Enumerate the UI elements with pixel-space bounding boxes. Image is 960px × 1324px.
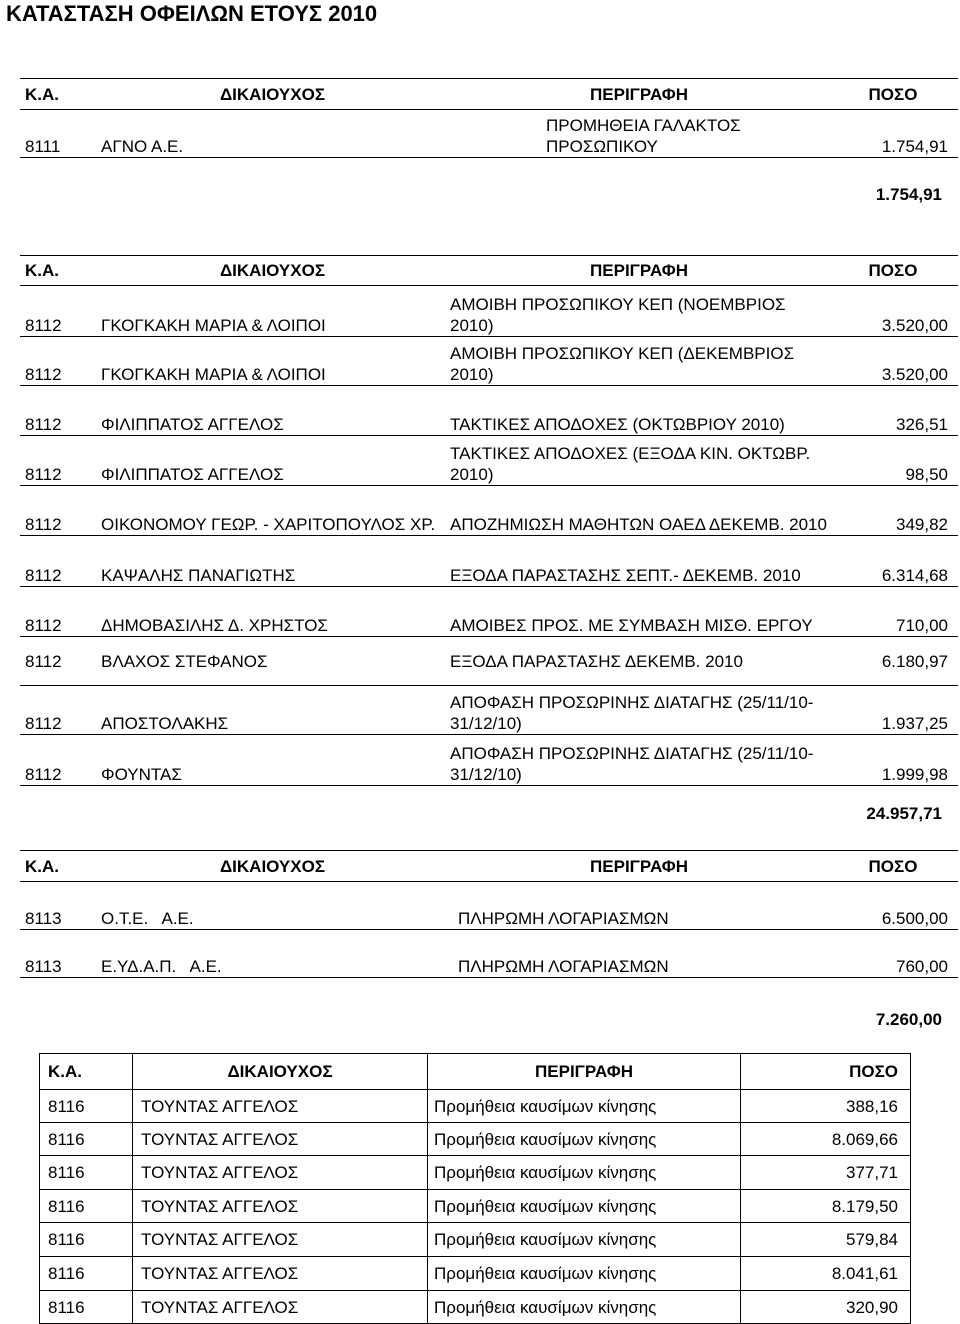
cell-perigrafi: ΑΜΟΙΒΗ ΠΡΟΣΩΠΙΚΟΥ ΚΕΠ (ΝΟΕΜΒΡΙΟΣ 2010) bbox=[450, 286, 828, 337]
cell-dikaiouxos: ΤΟΥΝΤΑΣ ΑΓΓΕΛΟΣ bbox=[133, 1223, 428, 1257]
cell-ka: 8112 bbox=[20, 735, 95, 786]
cell-poso: 710,00 bbox=[828, 587, 958, 637]
table-row bbox=[20, 686, 958, 735]
table-8113 bbox=[20, 850, 958, 978]
header-dikaiouxos: ΔΙΚΑΙΟΥΧΟΣ bbox=[95, 256, 450, 286]
cell-perigrafi: Προμήθεια καυσίμων κίνησης bbox=[428, 1090, 741, 1123]
table-row bbox=[20, 486, 958, 536]
table-row bbox=[20, 587, 958, 637]
cell-dikaiouxos: ΦΙΛΙΠΠΑΤΟΣ ΑΓΓΕΛΟΣ bbox=[95, 436, 450, 486]
cell-perigrafi: Προμήθεια καυσίμων κίνησης bbox=[428, 1190, 741, 1223]
table-row bbox=[40, 1223, 911, 1257]
table-row bbox=[20, 110, 958, 158]
cell-poso: 3.520,00 bbox=[828, 286, 958, 337]
header-poso: ΠΟΣΟ bbox=[828, 256, 958, 286]
table-row bbox=[40, 1257, 911, 1291]
cell-dikaiouxos: ΤΟΥΝΤΑΣ ΑΓΓΕΛΟΣ bbox=[133, 1257, 428, 1291]
cell-ka: 8113 bbox=[20, 930, 95, 978]
section-total-8113: 7.260,00 bbox=[875, 1010, 942, 1029]
cell-ka: 8112 bbox=[20, 286, 95, 337]
table-row bbox=[40, 1291, 911, 1324]
header-perigrafi: ΠΕΡΙΓΡΑΦΗ bbox=[450, 256, 828, 286]
cell-dikaiouxos: ΓΚΟΓΚΑΚΗ ΜΑΡΙΑ & ΛΟΙΠΟΙ bbox=[95, 286, 450, 337]
cell-perigrafi: Προμήθεια καυσίμων κίνησης bbox=[428, 1291, 741, 1324]
table-header-row bbox=[20, 851, 958, 882]
cell-ka: 8116 bbox=[40, 1257, 133, 1291]
table-row bbox=[20, 436, 958, 486]
cell-perigrafi: ΕΞΟΔΑ ΠΑΡΑΣΤΑΣΗΣ ΣΕΠΤ.- ΔΕΚΕΜΒ. 2010 bbox=[450, 536, 828, 587]
cell-perigrafi: Προμήθεια καυσίμων κίνησης bbox=[428, 1257, 741, 1291]
cell-ka: 8112 bbox=[20, 337, 95, 386]
table-row bbox=[20, 930, 958, 978]
header-perigrafi: ΠΕΡΙΓΡΑΦΗ bbox=[450, 851, 828, 882]
cell-perigrafi: ΑΜΟΙΒΗ ΠΡΟΣΩΠΙΚΟΥ ΚΕΠ (ΔΕΚΕΜΒΡΙΟΣ 2010) bbox=[450, 337, 828, 386]
table-row bbox=[20, 286, 958, 337]
cell-dikaiouxos: ΓΚΟΓΚΑΚΗ ΜΑΡΙΑ & ΛΟΙΠΟΙ bbox=[95, 337, 450, 386]
cell-perigrafi: ΤΑΚΤΙΚΕΣ ΑΠΟΔΟΧΕΣ (ΕΞΟΔΑ ΚΙΝ. ΟΚΤΩΒΡ. 2010) bbox=[450, 436, 828, 486]
cell-poso: 98,50 bbox=[828, 436, 958, 486]
cell-ka: 8116 bbox=[40, 1223, 133, 1257]
cell-dikaiouxos: ΟΙΚΟΝΟΜΟΥ ΓΕΩΡ. - ΧΑΡΙΤΟΠΟΥΛΟΣ ΧΡ. bbox=[95, 486, 450, 536]
table-row bbox=[40, 1123, 911, 1156]
table-row bbox=[20, 536, 958, 587]
cell-dikaiouxos: Ε.ΥΔ.Α.Π. Α.Ε. bbox=[95, 930, 450, 978]
cell-ka: 8116 bbox=[40, 1090, 133, 1123]
page-title: ΚΑΤΑΣΤΑΣΗ ΟΦΕΙΛΩΝ ΕΤΟΥΣ 2010 bbox=[6, 1, 378, 26]
table-8112 bbox=[20, 255, 958, 786]
table-8111 bbox=[20, 78, 958, 158]
cell-perigrafi: ΑΠΟΦΑΣΗ ΠΡΟΣΩΡΙΝΗΣ ΔΙΑΤΑΓΗΣ (25/11/10-31/12/10) bbox=[450, 735, 828, 786]
cell-dikaiouxos: ΤΟΥΝΤΑΣ ΑΓΓΕΛΟΣ bbox=[133, 1123, 428, 1156]
cell-ka: 8116 bbox=[40, 1156, 133, 1190]
cell-ka: 8113 bbox=[20, 882, 95, 930]
cell-poso: 6.500,00 bbox=[828, 882, 958, 930]
section-total-8112: 24.957,71 bbox=[866, 804, 942, 823]
cell-dikaiouxos: ΤΟΥΝΤΑΣ ΑΓΓΕΛΟΣ bbox=[133, 1156, 428, 1190]
cell-perigrafi: ΑΠΟΦΑΣΗ ΠΡΟΣΩΡΙΝΗΣ ΔΙΑΤΑΓΗΣ (25/11/10-31/12/10) bbox=[450, 686, 828, 735]
header-poso: ΠΟΣΟ bbox=[828, 851, 958, 882]
cell-perigrafi: ΠΛΗΡΩΜΗ ΛΟΓΑΡΙΑΣΜΩΝ bbox=[450, 882, 828, 930]
table-row bbox=[40, 1190, 911, 1223]
header-dikaiouxos: ΔΙΚΑΙΟΥΧΟΣ bbox=[95, 79, 450, 110]
cell-dikaiouxos: ΔΗΜΟΒΑΣΙΛΗΣ Δ. ΧΡΗΣΤΟΣ bbox=[95, 587, 450, 637]
header-dikaiouxos: ΔΙΚΑΙΟΥΧΟΣ bbox=[95, 851, 450, 882]
table-row bbox=[20, 735, 958, 786]
cell-ka: 8112 bbox=[20, 386, 95, 436]
cell-dikaiouxos: ΤΟΥΝΤΑΣ ΑΓΓΕΛΟΣ bbox=[133, 1090, 428, 1123]
cell-perigrafi: Προμήθεια καυσίμων κίνησης bbox=[428, 1123, 741, 1156]
cell-perigrafi: ΑΜΟΙΒΕΣ ΠΡΟΣ. ΜΕ ΣΥΜΒΑΣΗ ΜΙΣΘ. ΕΡΓΟΥ bbox=[450, 587, 828, 637]
cell-poso: 8.179,50 bbox=[741, 1190, 911, 1223]
cell-dikaiouxos: ΤΟΥΝΤΑΣ ΑΓΓΕΛΟΣ bbox=[133, 1190, 428, 1223]
header-ka: Κ.Α. bbox=[20, 79, 95, 110]
table-row bbox=[20, 882, 958, 930]
cell-ka: 8116 bbox=[40, 1123, 133, 1156]
cell-poso: 1.999,98 bbox=[828, 735, 958, 786]
cell-poso: 388,16 bbox=[741, 1090, 911, 1123]
cell-dikaiouxos: ΑΓΝΟ Α.Ε. bbox=[95, 110, 450, 158]
table-header-row bbox=[20, 256, 958, 286]
cell-poso: 8.069,66 bbox=[741, 1123, 911, 1156]
table-header-row bbox=[40, 1054, 911, 1090]
cell-perigrafi: ΤΑΚΤΙΚΕΣ ΑΠΟΔΟΧΕΣ (ΟΚΤΩΒΡΙΟΥ 2010) bbox=[450, 386, 828, 436]
cell-dikaiouxos: ΦΙΛΙΠΠΑΤΟΣ ΑΓΓΕΛΟΣ bbox=[95, 386, 450, 436]
header-poso: ΠΟΣΟ bbox=[828, 79, 958, 110]
cell-dikaiouxos: ΦΟΥΝΤΑΣ bbox=[95, 735, 450, 786]
cell-ka: 8112 bbox=[20, 436, 95, 486]
header-poso: ΠΟΣΟ bbox=[741, 1054, 911, 1090]
cell-ka: 8116 bbox=[40, 1291, 133, 1324]
cell-ka: 8112 bbox=[20, 637, 95, 686]
cell-dikaiouxos: ΤΟΥΝΤΑΣ ΑΓΓΕΛΟΣ bbox=[133, 1291, 428, 1324]
table-row bbox=[20, 386, 958, 436]
cell-poso: 8.041,61 bbox=[741, 1257, 911, 1291]
cell-perigrafi: Προμήθεια καυσίμων κίνησης bbox=[428, 1156, 741, 1190]
cell-poso: 377,71 bbox=[741, 1156, 911, 1190]
header-perigrafi: ΠΕΡΙΓΡΑΦΗ bbox=[450, 79, 828, 110]
cell-dikaiouxos: ΒΛΑΧΟΣ ΣΤΕΦΑΝΟΣ bbox=[95, 637, 450, 686]
cell-poso: 1.937,25 bbox=[828, 686, 958, 735]
cell-perigrafi: ΠΛΗΡΩΜΗ ΛΟΓΑΡΙΑΣΜΩΝ bbox=[450, 930, 828, 978]
cell-poso: 1.754,91 bbox=[828, 110, 958, 158]
header-ka: Κ.Α. bbox=[20, 851, 95, 882]
cell-perigrafi: ΑΠΟΖΗΜΙΩΣΗ ΜΑΘΗΤΩΝ ΟΑΕΔ ΔΕΚΕΜΒ. 2010 bbox=[450, 486, 828, 536]
header-ka: Κ.Α. bbox=[40, 1054, 133, 1090]
cell-perigrafi: Προμήθεια καυσίμων κίνησης bbox=[428, 1223, 741, 1257]
cell-poso: 3.520,00 bbox=[828, 337, 958, 386]
cell-dikaiouxos: Ο.Τ.Ε. Α.Ε. bbox=[95, 882, 450, 930]
cell-poso: 760,00 bbox=[828, 930, 958, 978]
cell-ka: 8112 bbox=[20, 686, 95, 735]
cell-ka: 8112 bbox=[20, 486, 95, 536]
cell-poso: 6.314,68 bbox=[828, 536, 958, 587]
cell-poso: 6.180,97 bbox=[828, 637, 958, 686]
cell-poso: 349,82 bbox=[828, 486, 958, 536]
table-row bbox=[20, 337, 958, 386]
header-ka: Κ.Α. bbox=[20, 256, 95, 286]
table-header-row bbox=[20, 79, 958, 110]
cell-dikaiouxos: ΚΑΨΑΛΗΣ ΠΑΝΑΓΙΩΤΗΣ bbox=[95, 536, 450, 587]
cell-ka: 8112 bbox=[20, 536, 95, 587]
cell-perigrafi: ΠΡΟΜΗΘΕΙΑ ΓΑΛΑΚΤΟΣ ΠΡΟΣΩΠΙΚΟΥ bbox=[450, 110, 828, 158]
cell-poso: 320,90 bbox=[741, 1291, 911, 1324]
header-dikaiouxos: ΔΙΚΑΙΟΥΧΟΣ bbox=[133, 1054, 428, 1090]
cell-ka: 8111 bbox=[20, 110, 95, 158]
header-perigrafi: ΠΕΡΙΓΡΑΦΗ bbox=[428, 1054, 741, 1090]
cell-ka: 8112 bbox=[20, 587, 95, 637]
cell-perigrafi: ΕΞΟΔΑ ΠΑΡΑΣΤΑΣΗΣ ΔΕΚΕΜΒ. 2010 bbox=[450, 637, 828, 686]
section-total-8111: 1.754,91 bbox=[875, 185, 942, 204]
table-8116 bbox=[39, 1053, 911, 1324]
cell-ka: 8116 bbox=[40, 1190, 133, 1223]
cell-dikaiouxos: ΑΠΟΣΤΟΛΑΚΗΣ bbox=[95, 686, 450, 735]
cell-poso: 579,84 bbox=[741, 1223, 911, 1257]
table-row bbox=[40, 1156, 911, 1190]
cell-poso: 326,51 bbox=[828, 386, 958, 436]
table-row bbox=[40, 1090, 911, 1123]
table-row bbox=[20, 637, 958, 686]
